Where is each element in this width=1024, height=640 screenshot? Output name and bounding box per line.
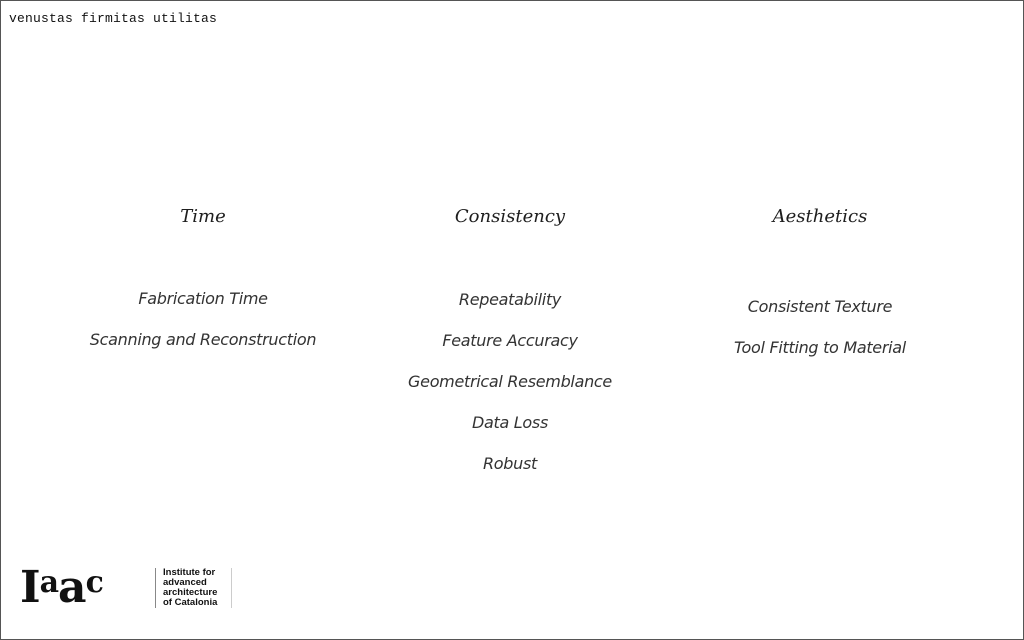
criteria-list-time [52,287,354,369]
column-heading-aesthetics: Aesthetics [772,206,868,227]
criterion-geometrical-resemblance: Geometrical Resemblance [408,372,612,391]
criterion-data-loss: Data Loss [472,413,548,432]
logo-divider [155,568,156,608]
criterion-feature-accuracy: Feature Accuracy [442,331,578,350]
criterion-tool-fitting: Tool Fitting to Material [734,338,906,357]
criterion-scanning-reconstruction: Scanning and Reconstruction [89,330,317,349]
criterion-robust: Robust [482,454,537,473]
criterion-repeatability: Repeatability [458,290,562,309]
tagline: venustas firmitas utilitas [9,11,218,26]
criteria-list-consistency [360,288,660,493]
iaac-logo-text: Institute for advanced architecture of Catalonia [163,567,218,608]
criterion-fabrication-time: Fabrication Time [138,289,268,308]
criterion-consistent-texture: Consistent Texture [747,297,893,316]
column-heading-time: Time [180,206,226,227]
column-heading-consistency: Consistency [454,206,566,227]
iaac-logo [20,562,240,613]
logo-divider-right [231,568,232,608]
iaac-logo-mark: Iaac [20,562,103,613]
criteria-list-aesthetics [670,295,970,377]
